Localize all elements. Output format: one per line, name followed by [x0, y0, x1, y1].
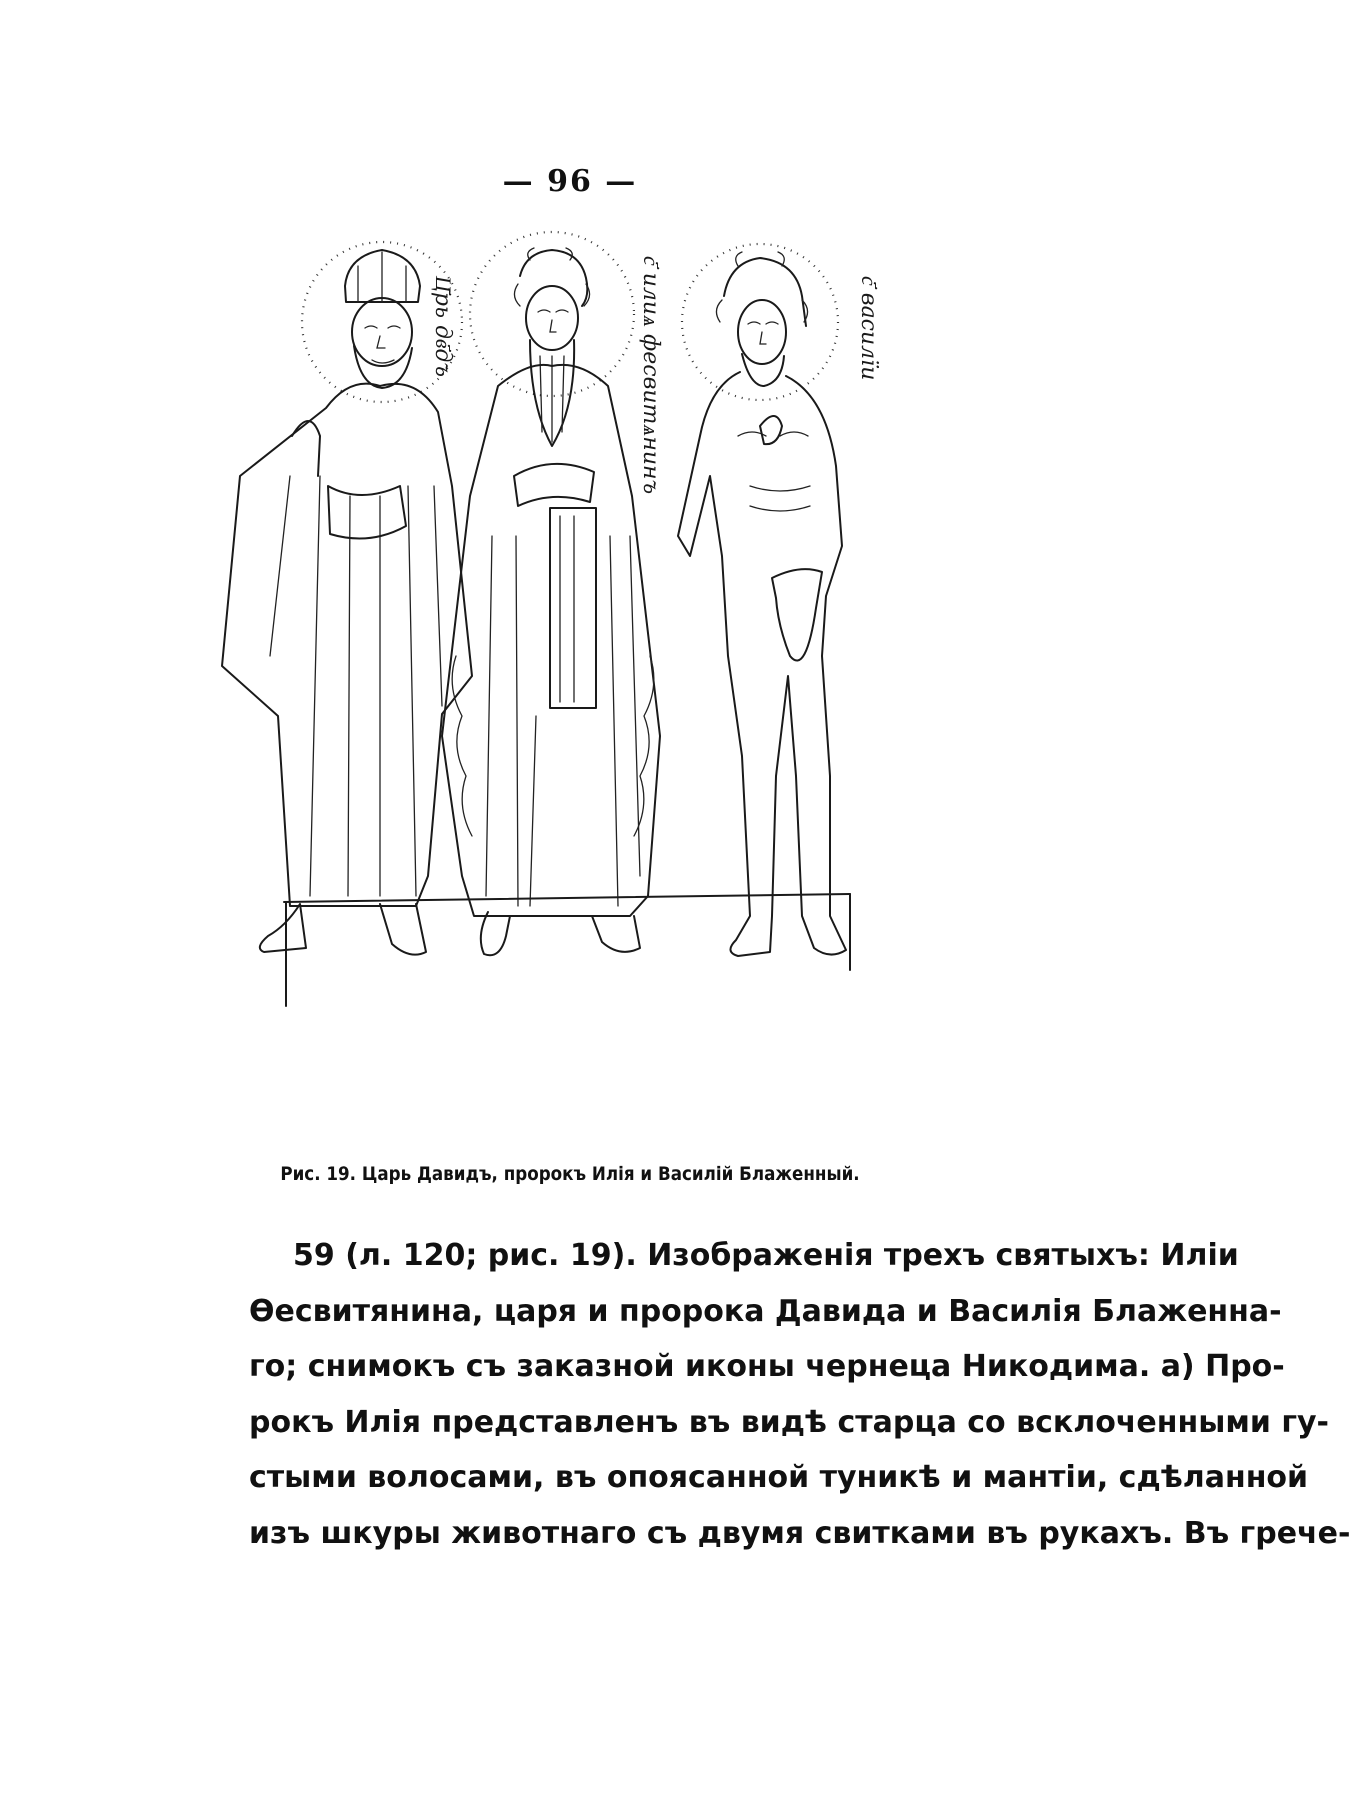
- elijah-hair: [520, 250, 587, 306]
- body-paragraph: [249, 1228, 1350, 1562]
- left-inscription: Ц҃рь дв҃дъ: [430, 276, 455, 378]
- center-inscription: с҃ илиѧ фесвитѧнинъ: [638, 256, 663, 495]
- text-line: стыми волосами, въ опоясанной туникѣ и мантіи, сдѣланной: [249, 1460, 1309, 1496]
- text-line: Өесвитянина, царя и пророка Давида и Василія Блаженна-: [249, 1293, 1282, 1329]
- page-number: — 96 —: [502, 164, 638, 199]
- basil-the-blessed-figure: [678, 244, 846, 956]
- elijah-scroll: [550, 508, 596, 708]
- platform-top: [284, 894, 850, 902]
- text-line: изъ шкуры животнаго съ двумя свитками въ рукахъ. Въ грече-: [249, 1515, 1350, 1551]
- basil-hand: [760, 416, 782, 444]
- text-line: го; снимокъ съ заказной иконы чернеца Никодима. а) Про-: [249, 1349, 1285, 1385]
- prophet-elijah-figure: [442, 232, 660, 955]
- illustration-three-saints: [230, 236, 1010, 1150]
- basil-halo: [682, 244, 838, 400]
- figure-caption: Рис. 19. Царь Давидъ, пророкъ Илія и Василій Блаженный.: [280, 1163, 860, 1185]
- text-line: 59 (л. 120; рис. 19). Изображенія трехъ святыхъ: Иліи: [293, 1238, 1239, 1273]
- basil-loincloth: [772, 569, 822, 660]
- david-scroll: [328, 486, 406, 539]
- basil-hair: [724, 258, 806, 326]
- text-line: рокъ Илія представленъ въ видѣ старца со всклоченными гу-: [249, 1404, 1329, 1440]
- right-inscription: с҃ василїи: [856, 276, 881, 381]
